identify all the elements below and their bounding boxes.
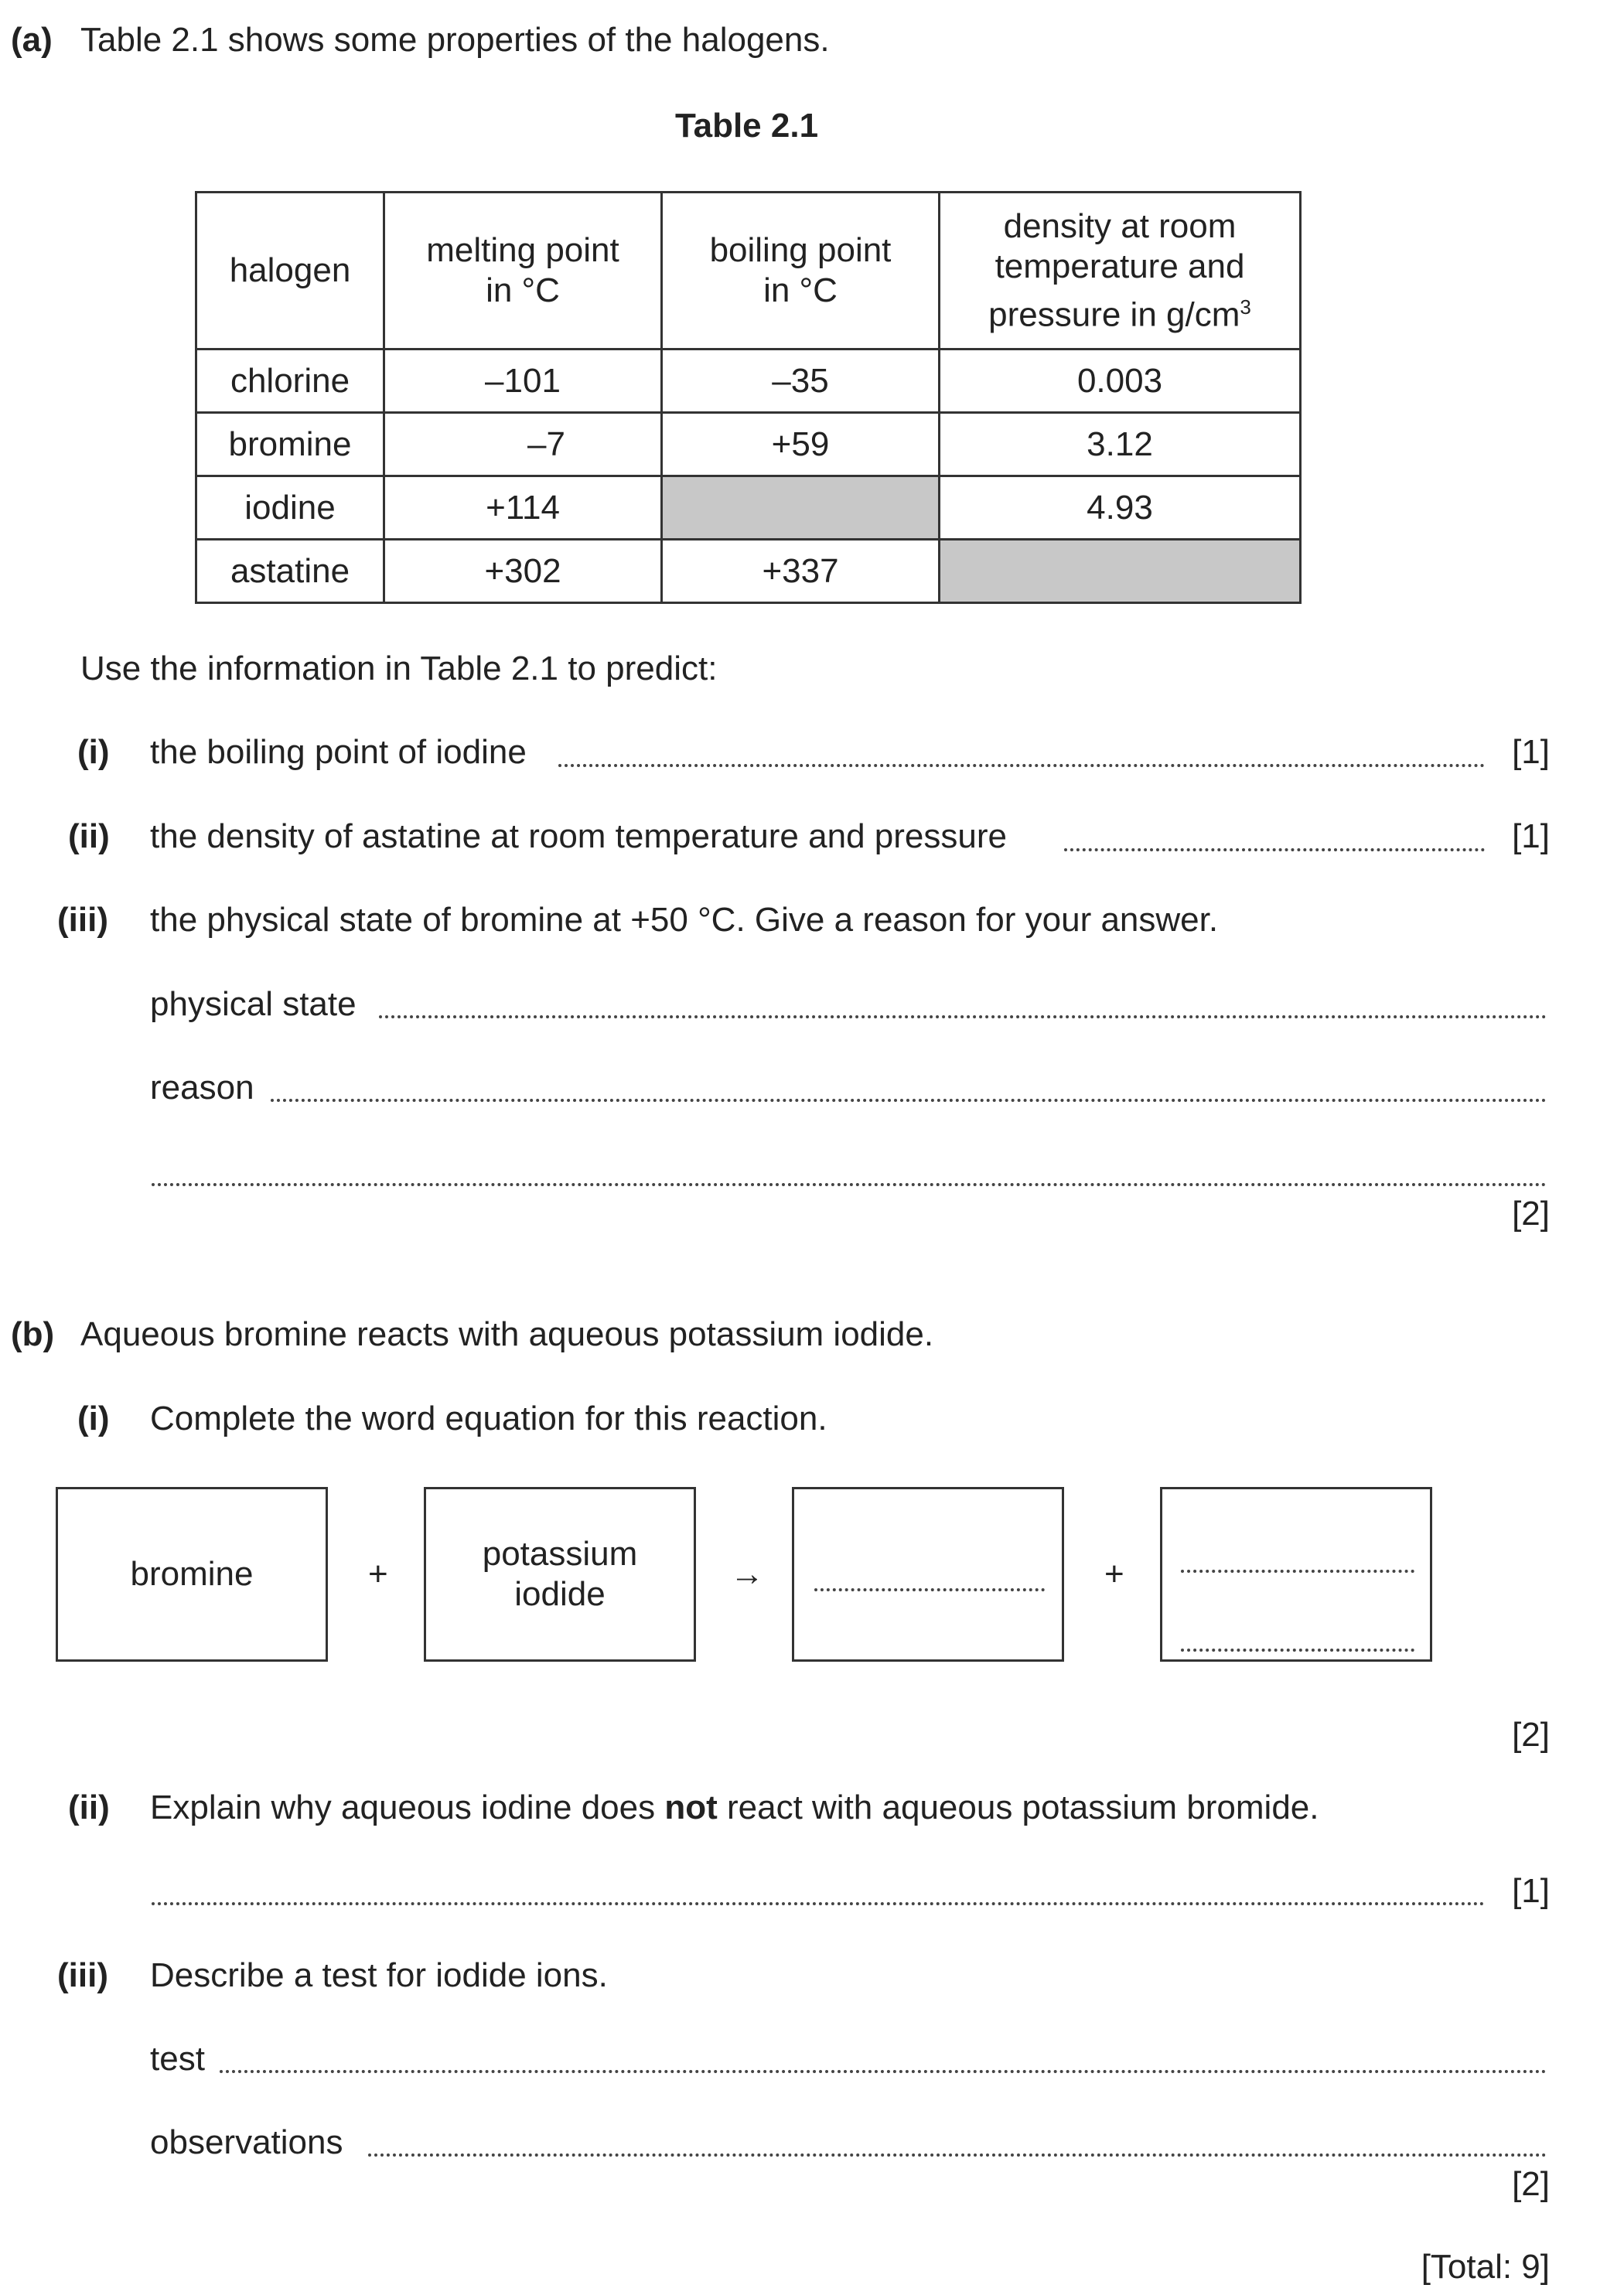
b-iii-label: (iii) xyxy=(57,1956,108,1994)
b-iii-question: Describe a test for iodide ions. xyxy=(150,1956,608,1994)
b-i-label: (i) xyxy=(77,1400,110,1437)
cell-density: 4.93 xyxy=(940,476,1301,540)
a-ii-label: (ii) xyxy=(68,817,110,855)
observations-line[interactable] xyxy=(368,2153,1547,2157)
a-i-label: (i) xyxy=(77,733,110,771)
reason-label: reason xyxy=(150,1069,254,1107)
a-ii-question: the density of astatine at room temperature and pressure xyxy=(150,817,1007,855)
table-caption: Table 2.1 xyxy=(675,107,819,145)
cell-halogen: bromine xyxy=(196,413,384,476)
cell-boiling: –35 xyxy=(662,350,940,413)
table-row xyxy=(196,476,1301,540)
table-row xyxy=(196,540,1301,603)
equation-box-product-1[interactable] xyxy=(792,1487,1064,1662)
equation-box-product-2[interactable] xyxy=(1160,1487,1432,1662)
cell-melting: +302 xyxy=(384,540,662,603)
table-row xyxy=(196,413,1301,476)
cell-density: 3.12 xyxy=(940,413,1301,476)
product-1-line[interactable] xyxy=(814,1588,1045,1591)
cell-boiling: +337 xyxy=(662,540,940,603)
part-a-intro: Table 2.1 shows some properties of the halogens. xyxy=(80,21,830,59)
header-density: density at room temperature and pressure in $g/cm^3$ xyxy=(940,193,1301,350)
cell-melting: –7 xyxy=(384,413,662,476)
cell-melting: +114 xyxy=(384,476,662,540)
product-2-line-1[interactable] xyxy=(1181,1570,1414,1573)
product-2-line-2[interactable] xyxy=(1181,1649,1414,1652)
cell-melting: –101 xyxy=(384,350,662,413)
test-label: test xyxy=(150,2040,205,2078)
table-row xyxy=(196,350,1301,413)
b-i-question: Complete the word equation for this reaction. xyxy=(150,1400,827,1437)
total-marks: [Total: 9] xyxy=(1421,2248,1550,2286)
arrow-icon: → xyxy=(730,1555,764,1593)
b-ii-mark: [1] xyxy=(1512,1872,1550,1910)
part-b-label: (b) xyxy=(11,1315,55,1353)
reason-line-2[interactable] xyxy=(152,1183,1547,1186)
b-ii-question: Explain why aqueous iodine does not react with aqueous potassium bromide. xyxy=(150,1789,1319,1826)
observations-label: observations xyxy=(150,2123,343,2161)
cell-boiling-shaded xyxy=(662,476,940,540)
physical-state-label: physical state xyxy=(150,985,357,1023)
a-ii-mark: [1] xyxy=(1512,817,1550,855)
plus-sign: + xyxy=(368,1555,388,1593)
predict-intro: Use the information in Table 2.1 to predict: xyxy=(80,650,718,687)
answer-line[interactable] xyxy=(152,1902,1485,1905)
test-line[interactable] xyxy=(220,2070,1547,2073)
a-iii-question: the physical state of bromine at +50 °C. Give a reason for your answer. xyxy=(150,901,1219,939)
a-i-mark: [1] xyxy=(1512,733,1550,771)
cell-halogen: astatine xyxy=(196,540,384,603)
table-header-row xyxy=(196,193,1301,350)
a-i-question: the boiling point of iodine xyxy=(150,733,527,771)
answer-line[interactable] xyxy=(1064,848,1485,851)
equation-box-bromine: bromine xyxy=(56,1487,328,1662)
plus-sign-2: + xyxy=(1104,1555,1124,1593)
part-a-label: (a) xyxy=(11,21,53,59)
cell-density-shaded xyxy=(940,540,1301,603)
header-halogen: halogen xyxy=(196,193,384,350)
cell-boiling: +59 xyxy=(662,413,940,476)
reason-line[interactable] xyxy=(271,1099,1547,1102)
b-ii-label: (ii) xyxy=(68,1789,110,1826)
cell-halogen: iodine xyxy=(196,476,384,540)
cell-halogen: chlorine xyxy=(196,350,384,413)
b-iii-mark: [2] xyxy=(1512,2165,1550,2203)
a-iii-mark: [2] xyxy=(1512,1195,1550,1233)
halogen-table xyxy=(195,191,1302,604)
equation-box-potassium-iodide: potassium iodide xyxy=(424,1487,696,1662)
a-iii-label: (iii) xyxy=(57,901,108,939)
cell-density: 0.003 xyxy=(940,350,1301,413)
header-melting-point: melting point in °C xyxy=(384,193,662,350)
physical-state-line[interactable] xyxy=(379,1015,1547,1018)
b-i-mark: [2] xyxy=(1512,1716,1550,1754)
part-b-intro: Aqueous bromine reacts with aqueous potassium iodide. xyxy=(80,1315,934,1353)
header-boiling-point: boiling point in °C xyxy=(662,193,940,350)
answer-line[interactable] xyxy=(558,764,1485,767)
